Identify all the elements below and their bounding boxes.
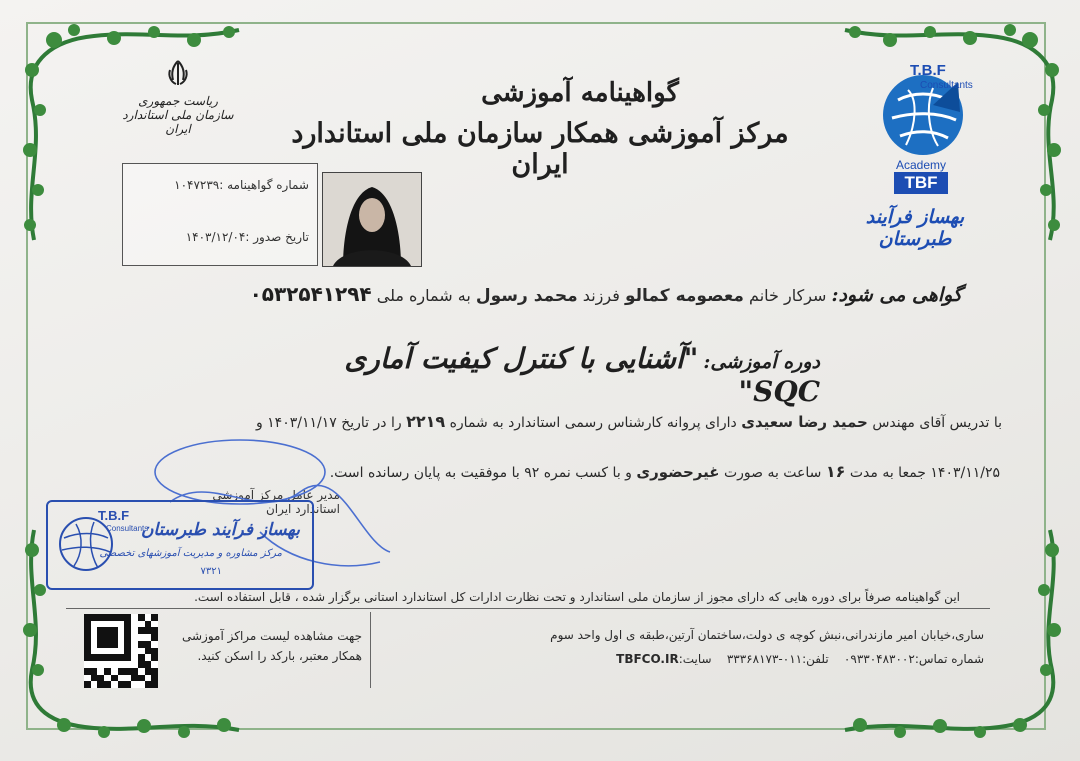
certificate-number-label: شماره گواهینامه : [219, 178, 309, 192]
course-hours: ۱۶ [825, 462, 846, 481]
phone-label: تلفن: [802, 652, 829, 666]
course-line [260, 342, 820, 408]
father-name: محمد رسول [475, 286, 578, 306]
certificate-info-box [122, 163, 318, 266]
certifies-label: گواهی می شود: [831, 284, 962, 306]
signature-line1: مدیر عامل مرکز آموزشی [212, 488, 340, 502]
stamp-globe-icon [56, 514, 116, 574]
official-stamp [46, 500, 314, 590]
mobile-number: ۰۹۳۳۰۴۸۳۰۰۲ [843, 652, 915, 666]
line3-a: با تدریس آقای مهندس [872, 415, 1002, 431]
line1-child: فرزند [582, 286, 620, 305]
stamp-company-name: بهساز فرآیند طبرستان [140, 520, 300, 540]
issue-date-label: تاریخ صدور : [245, 230, 309, 244]
logo-tbf-text: T.B.F [910, 62, 946, 79]
logo-company-name: بهساز فرآیند طبرستان [865, 206, 965, 250]
instructor-line [62, 412, 1002, 431]
course-label: دوره آموزشی: [703, 351, 820, 373]
recipient-line [122, 282, 962, 306]
license-number: ۲۲۱۹ [406, 412, 446, 431]
qr-instructions [162, 626, 362, 666]
certificate-number: ۱۰۴۷۲۳۹ [174, 178, 220, 192]
line1-prefix: سرکار خانم [749, 286, 827, 305]
qr-text-line2: همکار معتبر، بارکد را اسکن کنید. [197, 649, 362, 663]
national-id: ۰۵۳۲۵۴۱۲۹۴ [249, 282, 372, 306]
portrait-photo [322, 172, 422, 267]
contact-label: شماره تماس: [914, 652, 984, 666]
line4-a: ۱۴۰۳/۱۱/۲۵ جمعا به مدت [849, 465, 1000, 481]
qr-text-line1: جهت مشاهده لیست مراکز آموزشی [182, 629, 362, 643]
footer-divider [66, 608, 990, 609]
instructor-name: حمید رضا سعیدی [741, 413, 868, 431]
certificate-number-row [174, 178, 309, 192]
recipient-name: معصومه کمالو [624, 286, 744, 306]
logo-consultants-text: Consultants [920, 80, 973, 91]
website-link[interactable]: TBFCO.IR [616, 652, 679, 666]
contact-line [384, 652, 984, 666]
emblem-line2: سازمان ملی استاندارد ایران [122, 108, 234, 136]
qr-code[interactable] [84, 614, 158, 688]
stamp-consultants-text: Consultants [106, 524, 149, 533]
phone-number: ۰۱۱-۳۳۳۶۸۱۷۳ [726, 652, 803, 666]
emblem-line1: ریاست جمهوری [138, 94, 218, 108]
line3-c: را در تاریخ ۱۴۰۳/۱۱/۱۷ و [255, 415, 402, 431]
course-name: "آشنایی با کنترل کیفیت آماری SQC" [344, 342, 820, 408]
line1-national: به شماره ملی [376, 286, 471, 305]
course-mode: غیرحضوری [636, 463, 720, 481]
iran-emblem-icon [163, 58, 193, 88]
address: ساری،خیابان امیر مازندرانی،نبش کوچه ی دولت،ساختمان آرتین،طبقه ی اول واحد سوم [550, 628, 984, 642]
line3-b: دارای پروانه کارشناس رسمی استاندارد به شماره [449, 415, 737, 431]
footer-vertical-divider [370, 612, 371, 688]
certificate-title: گواهینامه آموزشی [481, 78, 679, 108]
stamp-subtitle: مرکز مشاوره و مدیریت آموزشهای تخصصی [99, 548, 282, 559]
certificate-subtitle: مرکز آموزشی همکار سازمان ملی استاندارد ایران [291, 118, 789, 180]
logo-tbf-box: TBF [894, 172, 948, 194]
stamp-number: ۷۳۲۱ [200, 566, 222, 577]
line4-c: و با کسب نمره ۹۲ با موفقیت به پایان رسانده است. [329, 465, 632, 481]
validity-notice: این گواهینامه صرفاً برای دوره هایی که دارای مجوز از سازمان ملی استاندارد و تحت نظارت ادارات کل استاندارد استانی برگزار شده ، قابل استفاده است. [194, 590, 960, 604]
issue-date: ۱۴۰۳/۱۲/۰۴ [185, 230, 246, 244]
logo-academy-text: Academy [896, 158, 947, 172]
site-label: سایت: [678, 652, 712, 666]
issue-date-row [186, 230, 309, 244]
iran-emblem-block [118, 58, 238, 136]
line4-b: ساعت به صورت [723, 465, 822, 481]
stamp-tbf-text: T.B.F [98, 508, 130, 523]
signature-line2: استاندارد ایران [265, 502, 340, 516]
